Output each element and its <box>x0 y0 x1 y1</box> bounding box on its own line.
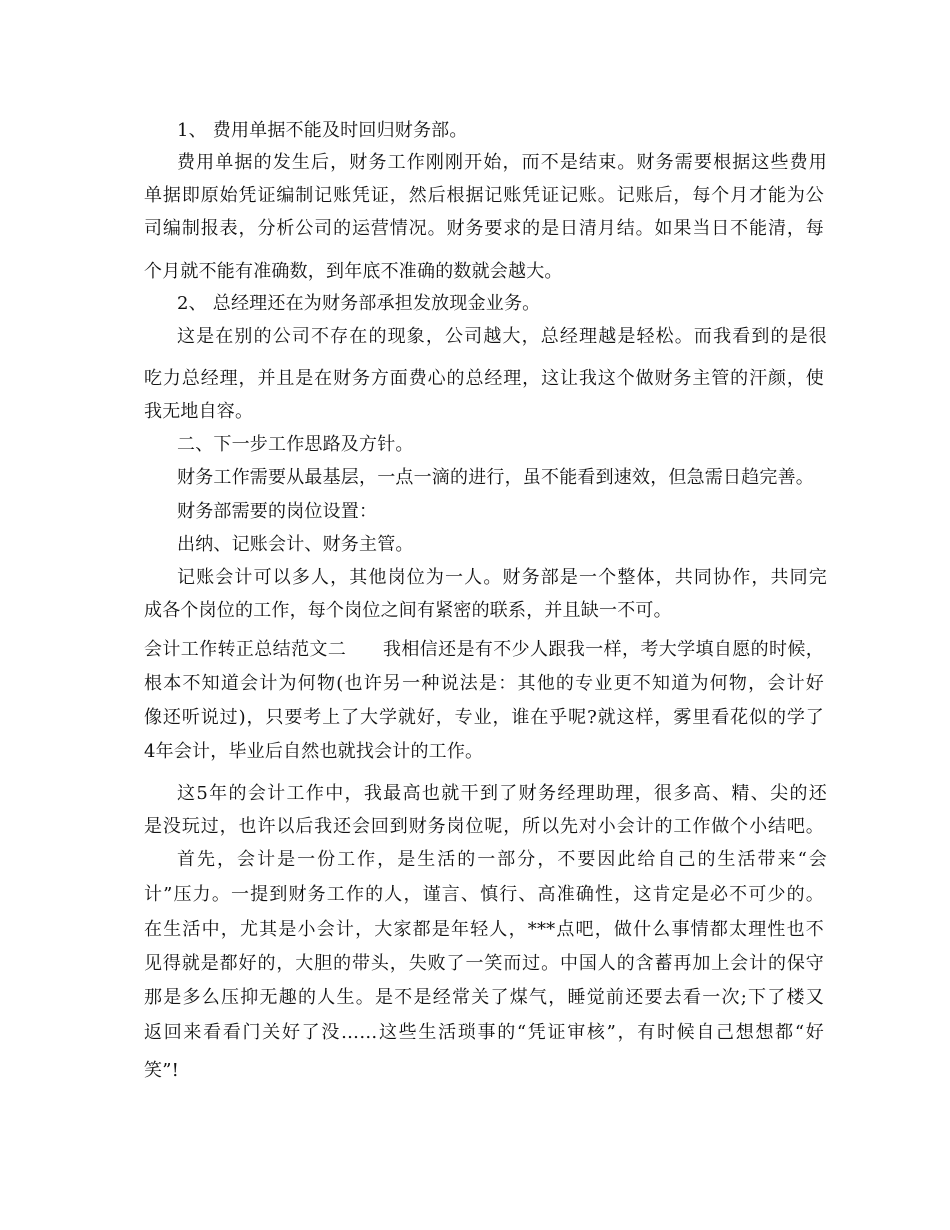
text-line: 费用单据的发生后，财务工作刚刚开始，而不是结束。财务需要根据这些费用 <box>177 152 827 173</box>
text-line: 见得就是都好的，大胆的带头，失败了一笑而过。中国人的含蓄再加上会计的保守 <box>144 953 824 974</box>
section-heading: 二、下一步工作思路及方针。 <box>177 434 414 455</box>
text-line: 出纳、记账会计、财务主管。 <box>177 534 414 555</box>
text-line: 记账会计可以多人，其他岗位为一人。财务部是一个整体，共同协作，共同完 <box>177 567 827 588</box>
text-line: 财务工作需要从最基层，一点一滴的进行，虽不能看到速效，但急需日趋完善。 <box>177 467 814 488</box>
text-line: 司编制报表，分析公司的运营情况。财务要求的是日清月结。如果当日不能清，每 <box>144 218 824 239</box>
text-line: 那是多么压抑无趣的人生。是不是经常关了煤气，睡觉前还要去看一次;下了楼又 <box>144 987 824 1008</box>
text-line: 根本不知道会计为何物(也许另一种说法是：其他的专业更不知道为何物，会计好 <box>144 673 824 694</box>
text-line: 返回来看看门关好了没……这些生活琐事的“凭证审核”，有时候自己想想都“好 <box>144 1022 824 1043</box>
text-line: 单据即原始凭证编制记账凭证，然后根据记账凭证记账。记账后，每个月才能为公 <box>144 185 824 206</box>
text-line: 会计工作转正总结范文二 我相信还是有不少人跟我一样，考大学填自愿的时候， <box>144 639 824 660</box>
text-line: 首先，会计是一份工作，是生活的一部分，不要因此给自己的生活带来“会 <box>177 849 827 870</box>
text-line: 计”压力。一提到财务工作的人，谨言、慎行、高准确性，这肯定是必不可少的。 <box>144 884 824 905</box>
text-line: 吃力总经理，并且是在财务方面费心的总经理，这让我这个做财务主管的汗颜，使 <box>144 368 824 389</box>
text-line: 这5年的会计工作中，我最高也就干到了财务经理助理，很多高、精、尖的还 <box>177 783 827 804</box>
text-line: 笑”! <box>144 1060 180 1081</box>
text-line: 像还听说过)，只要考上了大学就好，专业，谁在乎呢?就这样，雾里看花似的学了 <box>144 707 824 728</box>
text-line: 成各个岗位的工作，每个岗位之间有紧密的联系，并且缺一不可。 <box>144 600 672 621</box>
text-line: 我无地自容。 <box>144 401 254 422</box>
text-line: 1、 费用单据不能及时回归财务部。 <box>177 120 468 141</box>
text-line: 这是在别的公司不存在的现象，公司越大，总经理越是轻松。而我看到的是很 <box>177 326 827 347</box>
text-line: 在生活中，尤其是小会计，大家都是年轻人，***点吧，做什么事情都太理性也不 <box>144 919 824 940</box>
text-line: 2、 总经理还在为财务部承担发放现金业务。 <box>177 293 541 314</box>
text-line: 个月就不能有准确数，到年底不准确的数就会越大。 <box>144 261 563 282</box>
text-line: 4年会计，毕业后自然也就找会计的工作。 <box>144 741 484 762</box>
text-line: 是没玩过，也许以后我还会回到财务岗位呢，所以先对小会计的工作做个小结吧。 <box>144 816 824 837</box>
text-line: 财务部需要的岗位设置： <box>177 501 378 522</box>
